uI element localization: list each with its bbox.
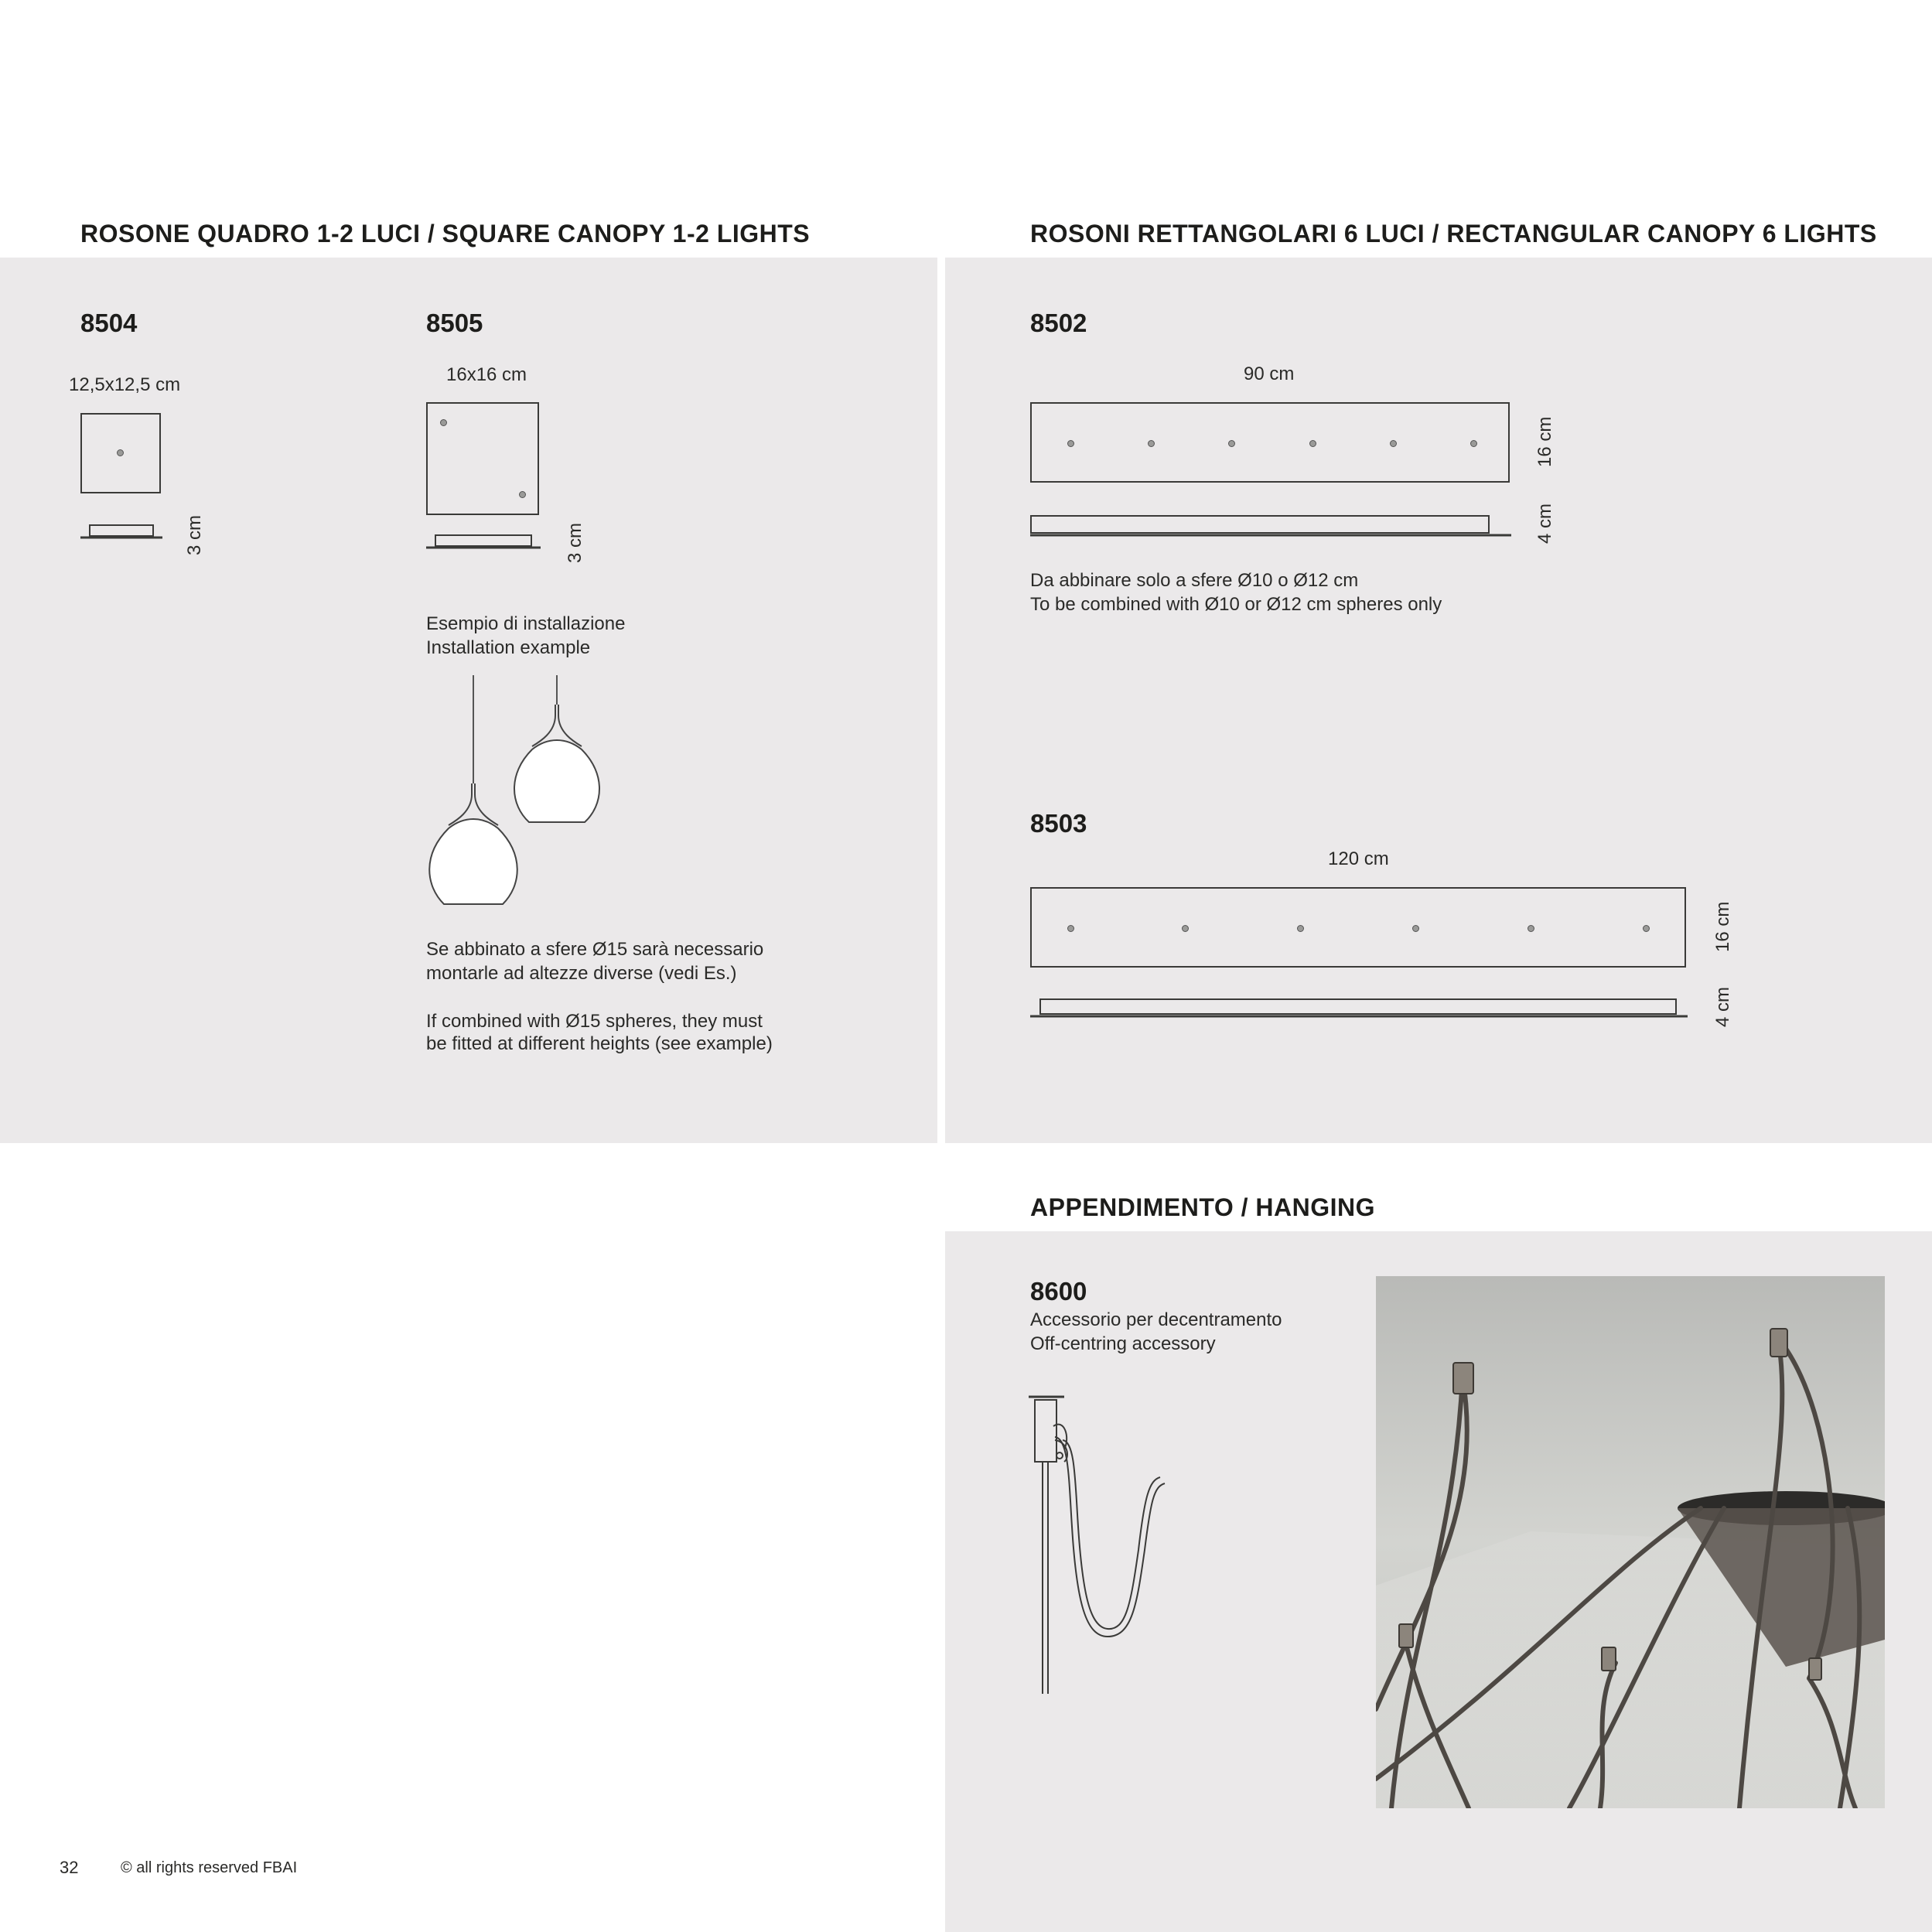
cable-hole — [1297, 925, 1304, 932]
dimension-8503-depth: 16 cm — [1712, 901, 1733, 952]
hanging-panel — [945, 1231, 1932, 1932]
cable-hole — [1390, 440, 1397, 447]
cable-hole — [1412, 925, 1419, 932]
spheres-note-it: Da abbinare solo a sfere Ø10 o Ø12 cm — [1030, 570, 1359, 591]
note-it-line-2: montarle ad altezze diverse (vedi Es.) — [426, 963, 737, 984]
photo-illustration — [1376, 1276, 1885, 1808]
dimension-8504-size: 12,5x12,5 cm — [69, 374, 181, 395]
cable-hole — [117, 449, 124, 456]
canopy-8504-side-view — [80, 524, 162, 540]
note-it-line-1: Se abbinato a sfere Ø15 sarà necessario — [426, 939, 764, 960]
cable-hole — [1228, 440, 1235, 447]
canopy-8503-top-view — [1030, 887, 1686, 968]
canopy-8505-top-view — [426, 402, 539, 515]
product-code-8600: 8600 — [1030, 1277, 1087, 1306]
dimension-8502-height: 4 cm — [1534, 503, 1555, 544]
installation-label-en: Installation example — [426, 637, 591, 658]
installation-label-it: Esempio di installazione — [426, 613, 626, 634]
copyright: © all rights reserved FBAI — [121, 1859, 298, 1876]
page-number: 32 — [60, 1858, 79, 1877]
dimension-8502-width: 90 cm — [1244, 364, 1295, 384]
canopy-8502-side-view — [1030, 515, 1511, 538]
canopy-8502-top-view — [1030, 402, 1510, 483]
cable-hole — [1182, 925, 1189, 932]
cable-hole — [519, 491, 526, 498]
product-code-8505: 8505 — [426, 309, 483, 337]
product-code-8503: 8503 — [1030, 809, 1087, 838]
dimension-8504-height: 3 cm — [184, 514, 205, 555]
square-canopy-panel — [0, 258, 937, 1143]
dimension-8503-height: 4 cm — [1712, 986, 1733, 1027]
accessory-desc-it: Accessorio per decentramento — [1030, 1309, 1282, 1330]
dimension-8505-size: 16x16 cm — [446, 364, 527, 385]
rectangular-canopy-panel — [945, 258, 1932, 1143]
hanging-installation-photo — [1376, 1276, 1885, 1808]
cable-hole — [1067, 925, 1074, 932]
accessory-desc-en: Off-centring accessory — [1030, 1333, 1216, 1354]
dimension-8505-height: 3 cm — [565, 522, 585, 563]
dimension-8502-depth: 16 cm — [1534, 416, 1555, 467]
cable-hole — [1067, 440, 1074, 447]
cable-hole — [1470, 440, 1477, 447]
cable-hole — [1309, 440, 1316, 447]
section-title-rectangular-canopy: ROSONI RETTANGOLARI 6 LUCI / RECTANGULAR CANOPY 6 LIGHTS — [1030, 220, 1877, 247]
product-code-8504: 8504 — [80, 309, 138, 337]
section-title-hanging: APPENDIMENTO / HANGING — [1030, 1193, 1375, 1221]
spheres-note-en: To be combined with Ø10 or Ø12 cm spheres only — [1030, 594, 1442, 615]
note-en-line-2: be fitted at different heights (see example) — [426, 1033, 773, 1054]
cable-hole — [1148, 440, 1155, 447]
installation-example-pendants — [424, 675, 609, 907]
product-code-8502: 8502 — [1030, 309, 1087, 337]
section-title-square-canopy: ROSONE QUADRO 1-2 LUCI / SQUARE CANOPY 1-2 LIGHTS — [80, 220, 811, 247]
cable-hole — [1643, 925, 1650, 932]
dimension-8503-width: 120 cm — [1328, 848, 1389, 869]
canopy-8504-top-view — [80, 413, 161, 493]
off-centring-accessory-drawing — [1029, 1395, 1199, 1697]
canopy-8505-side-view — [426, 534, 541, 550]
cable-hole — [1528, 925, 1534, 932]
cable-hole — [440, 419, 447, 426]
canopy-8503-side-view — [1030, 998, 1688, 1020]
note-en-line-1: If combined with Ø15 spheres, they must — [426, 1011, 763, 1032]
